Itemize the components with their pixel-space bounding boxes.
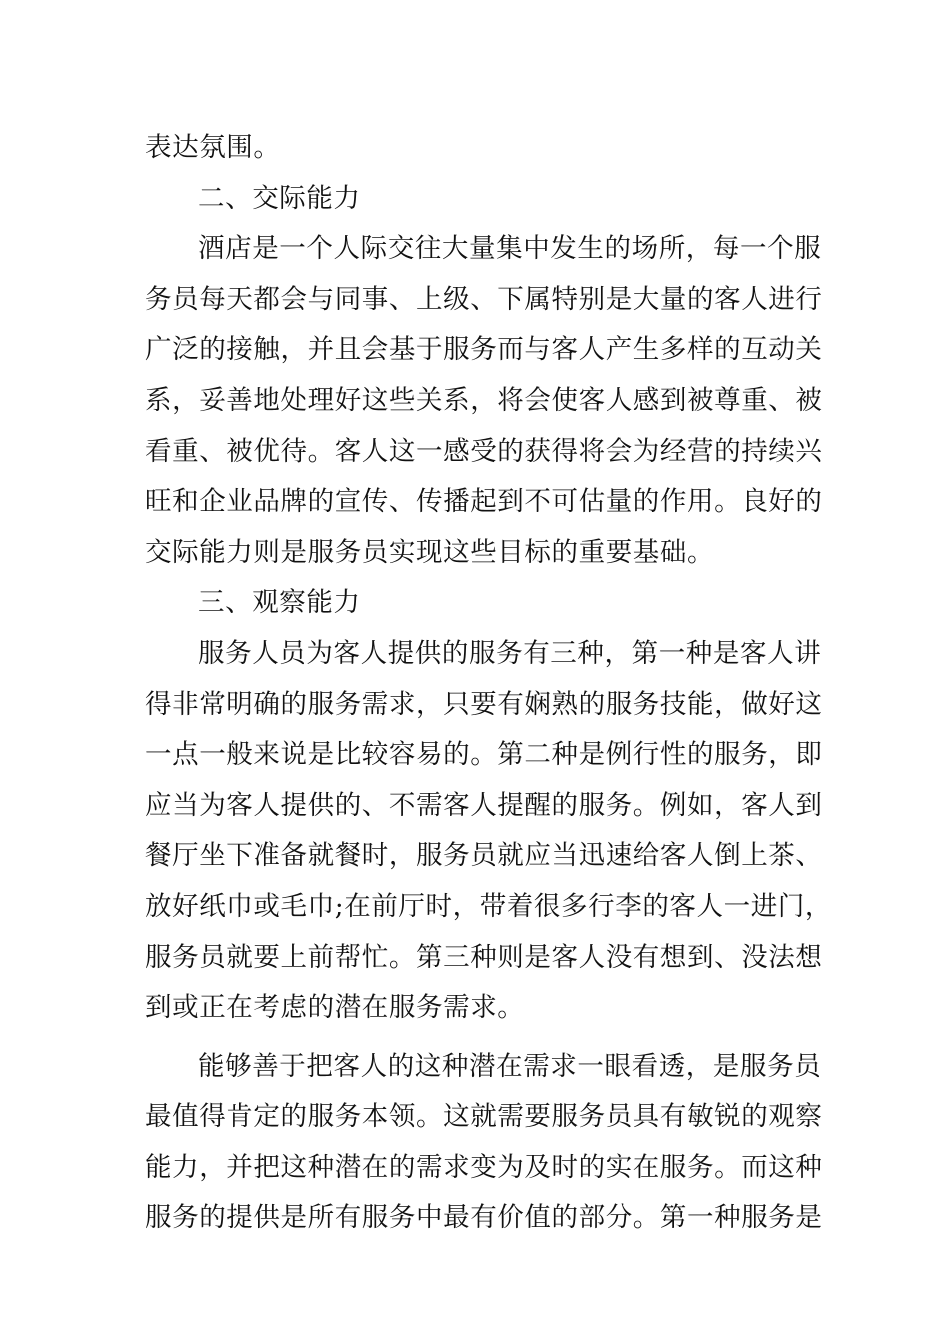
paragraph-line: 餐厅坐下准备就餐时，服务员就应当迅速给客人倒上茶、 <box>145 840 823 872</box>
paragraph-line: 旺和企业品牌的宣传、传播起到不可估量的作用。良好的 <box>145 486 823 518</box>
paragraph-line: 应当为客人提供的、不需客人提醒的服务。例如，客人到 <box>145 789 823 821</box>
paragraph-line-end: 交际能力则是服务员实现这些目标的重要基础。 <box>145 536 715 568</box>
paragraph-line-end: 到或正在考虑的潜在服务需求。 <box>145 992 525 1024</box>
paragraph-line: 放好纸巾或毛巾;在前厅时，带着很多行李的客人一进门， <box>145 890 833 922</box>
paragraph-line: 服务的提供是所有服务中最有价值的部分。第一种服务是 <box>145 1202 823 1234</box>
document-body <box>145 123 833 1244</box>
section-heading-observation-skills: 三、观察能力 <box>198 587 361 619</box>
paragraph-line: 服务员就要上前帮忙。第三种则是客人没有想到、没法想 <box>145 941 823 973</box>
paragraph-line: 能力，并把这种潜在的需求变为及时的实在服务。而这种 <box>145 1151 823 1183</box>
paragraph-line: 一点一般来说是比较容易的。第二种是例行性的服务，即 <box>145 739 823 771</box>
paragraph-line: 广泛的接触，并且会基于服务而与客人产生多样的互动关 <box>145 334 823 366</box>
section-heading-social-skills: 二、交际能力 <box>198 182 361 214</box>
paragraph-line: 能够善于把客人的这种潜在需求一眼看透，是服务员 <box>198 1050 822 1082</box>
paragraph-line: 酒店是一个人际交往大量集中发生的场所，每一个服 <box>198 233 822 265</box>
paragraph-line: 服务人员为客人提供的服务有三种，第一种是客人讲 <box>198 637 822 669</box>
paragraph-line-end: 表达氛围。 <box>145 132 281 163</box>
paragraph-line: 系，妥善地处理好这些关系，将会使客人感到被尊重、被 <box>145 384 823 416</box>
paragraph-line: 看重、被优待。客人这一感受的获得将会为经营的持续兴 <box>145 435 823 467</box>
paragraph-line: 最值得肯定的服务本领。这就需要服务员具有敏锐的观察 <box>145 1101 823 1133</box>
paragraph-line: 务员每天都会与同事、上级、下属特别是大量的客人进行 <box>145 283 823 315</box>
paragraph-gap <box>145 1034 810 1042</box>
paragraph-line: 得非常明确的服务需求，只要有娴熟的服务技能，做好这 <box>145 688 823 720</box>
